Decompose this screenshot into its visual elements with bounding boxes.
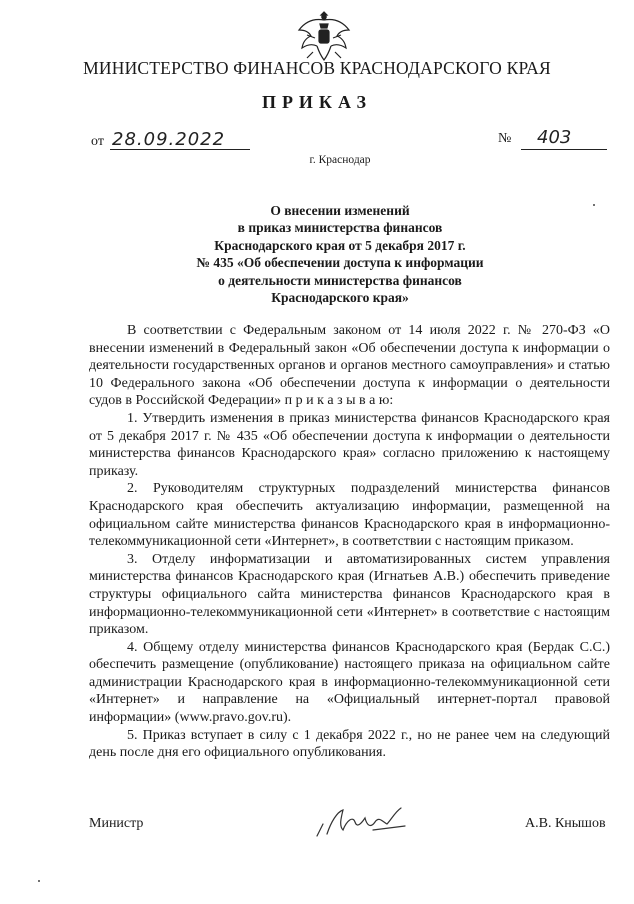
scan-speck [593,204,595,206]
ministry-name: МИНИСТЕРСТВО ФИНАНСОВ КРАСНОДАРСКОГО КРАЯ [83,58,551,78]
preamble-paragraph: В соответствии с Федеральным законом от 14 июля 2022 г. № 270-ФЗ «О внесении изменений в Федеральный закон «Об обеспечении доступа к информации о деятельности государственных органов и органов местного самоуправления» и статью 10 Федерального закона «Об обеспечении доступа к информации о деятельности судов в Российской Федерации» п р и к а з ы в а ю: [89,323,610,409]
subject-line: Краснодарского края от 5 декабря 2017 г. [214,237,466,253]
number-underline [521,149,607,150]
subject-line: в приказ министерства финансов [237,220,443,236]
date-underline [110,149,250,150]
scan-speck [38,880,40,882]
subject-line: о деятельности министерства финансов [218,272,462,288]
city-label: г. Краснодар [309,154,371,166]
order-date: 28.09.2022 [112,129,226,150]
document-type-title: ПРИКАЗ [261,92,373,112]
order-number: 403 [537,127,572,148]
order-body [89,322,610,762]
number-prefix-label: № [498,131,512,146]
order-item-4: 4. Общему отделу министерства финансов Краснодарского края (Бердак С.С.) обеспечить размещение (опубликование) настоящего приказа на официальном сайте администрации Краснодарского края в информационно-телекоммуникационной сети «Интернет» и направление на «Официальный интернет-портал правовой информации» (www.pravo.gov.ru). [89,639,610,726]
signer-position: Министр [89,816,144,831]
signer-name: А.В. Кнышов [525,816,606,831]
subject-line: Краснодарского края» [271,290,409,306]
order-item-2: 2. Руководителям структурных подразделений министерства финансов Краснодарского края обеспечить актуализацию информации, размещенной на официальном сайте министерства финансов Краснодарского края в информационно-телекоммуникационной сети «Интернет», в соответствии с настоящим приказом. [89,481,610,550]
subject-line: О внесении изменений [270,203,410,218]
order-item-3: 3. Отделу информатизации и автоматизированных систем управления министерства финансов Краснодарского края (Игнатьев А.В.) обеспечить приведение структуры официального сайта министерства финансов Краснодарского края в информационно-телекоммуникационной сети «Интернет» в соответствие с настоящим приказом. [89,551,610,638]
date-prefix-label: от [91,134,104,149]
subject-line: № 435 «Об обеспечении доступа к информации [196,255,484,271]
order-subject [140,202,540,306]
handwritten-signature [313,800,413,844]
order-item-1: 1. Утвердить изменения в приказ министерства финансов Краснодарского края от 5 декабря 2017 г. № 435 «Об обеспечении доступа к информации о деятельности министерства финансов Краснодарского края» согласно приложению к настоящему приказу. [89,410,610,479]
order-item-5: 5. Приказ вступает в силу с 1 декабря 2022 г., но не ранее чем на следующий день после дня его официального опубликования. [89,727,610,761]
